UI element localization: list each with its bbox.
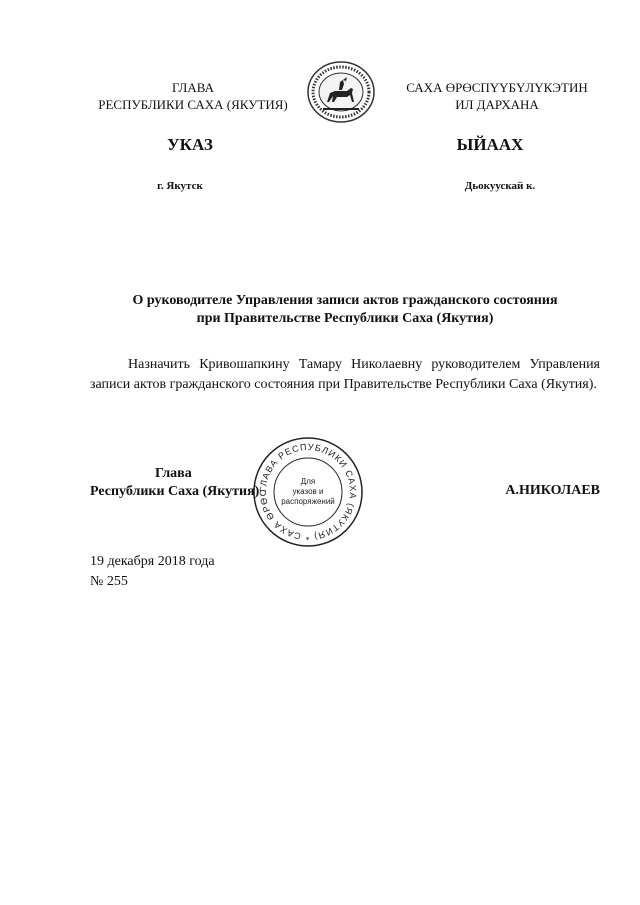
city-sakha: Дьокуускай к.: [464, 180, 536, 192]
document-date: 19 декабря 2018 года: [90, 554, 215, 569]
seal-center-line1: Для: [300, 477, 316, 486]
document-number: № 255: [90, 574, 128, 589]
document-body: Назначить Кривошапкину Тамару Николаевну руководителем Управления записи актов гражданского состояния при Правительстве Республики Саха (Якутия).: [90, 357, 600, 392]
official-seal: [252, 436, 364, 548]
title-line2: при Правительстве Республики Саха (Якутия): [196, 311, 494, 326]
header-left-line2: РЕСПУБЛИКИ САХА (ЯКУТИЯ): [98, 97, 288, 112]
seal-center-line2: указов и: [292, 487, 324, 496]
signature-title-line1: Глава: [155, 466, 192, 481]
seal-center-line3: распоряжений: [281, 497, 335, 506]
coat-of-arms-icon: [303, 60, 379, 124]
signature-title-line2: Республики Саха (Якутия): [90, 484, 260, 499]
decree-label-ru: УКАЗ: [167, 135, 213, 154]
document-title: [90, 292, 600, 328]
header-right: [382, 79, 612, 113]
header-left: [78, 79, 308, 113]
header-right-line2: ИЛ ДАРХАНА: [455, 97, 539, 112]
decree-label-sakha: ЫЙААХ: [456, 135, 524, 154]
seal-outer-text: ГЛАВА РЕСПУБЛИКИ САХА (ЯКУТИЯ) * САХА ӨРӨС: [257, 441, 359, 543]
title-line1: О руководителе Управления записи актов гражданского состояния: [132, 293, 558, 308]
signatory-name: А.НИКОЛАЕВ: [505, 483, 600, 498]
city-ru: г. Якутск: [157, 180, 203, 192]
document-footer: [90, 552, 215, 592]
header-right-line1: САХА ӨРӨСПҮҮБҮЛҮКЭТИН: [406, 80, 588, 95]
header-left-line1: ГЛАВА: [172, 80, 214, 95]
